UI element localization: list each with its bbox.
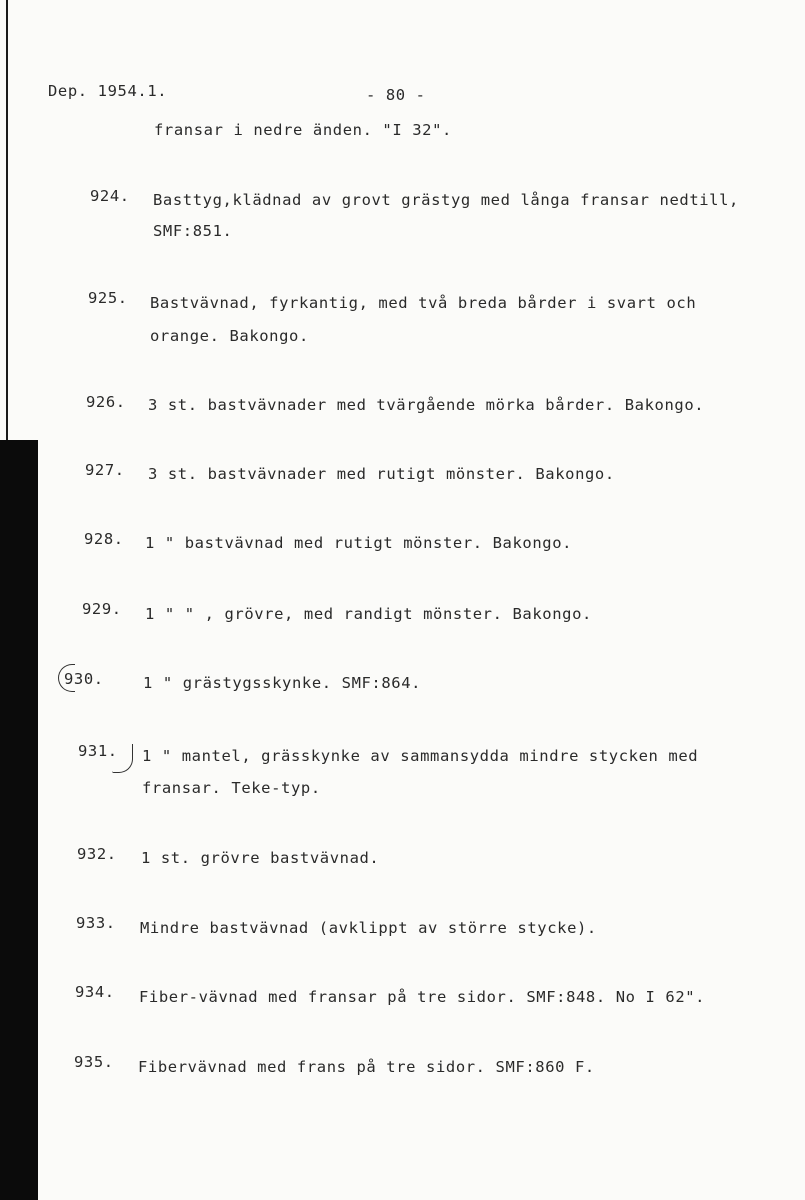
- entry-number: 933.: [76, 914, 116, 932]
- entry-number: 924.: [90, 187, 130, 205]
- entry-number: 934.: [75, 983, 115, 1001]
- entry-line: 1 " grästygsskynke. SMF:864.: [143, 674, 422, 692]
- entry-line: Basttyg,klädnad av grovt grästyg med långa fransar nedtill,: [153, 191, 739, 209]
- scan-edge-shadow: [0, 440, 38, 1200]
- entry-line: 1 " " , grövre, med randigt mönster. Bakongo.: [145, 605, 592, 623]
- entry-line: SMF:851.: [153, 222, 233, 240]
- entry-number: 935.: [74, 1053, 114, 1071]
- entry-number: 926.: [86, 393, 126, 411]
- entry-line: fransar. Teke-typ.: [142, 779, 321, 797]
- page-number: - 80 -: [366, 86, 426, 104]
- entry-line: 1 " bastvävnad med rutigt mönster. Bakongo.: [145, 534, 573, 552]
- entry-line: Fibervävnad med frans på tre sidor. SMF:860 F.: [138, 1058, 595, 1076]
- entry-line: Mindre bastvävnad (avklippt av större stycke).: [140, 919, 597, 937]
- header-dep: Dep. 1954.1.: [48, 82, 168, 100]
- entry-line: 3 st. bastvävnader med tvärgående mörka bårder. Bakongo.: [148, 396, 705, 414]
- entry-number: 932.: [77, 845, 117, 863]
- scan-edge-line: [6, 0, 8, 440]
- entry-line: 3 st. bastvävnader med rutigt mönster. Bakongo.: [148, 465, 615, 483]
- continuation-line: fransar i nedre änden. "I 32".: [154, 121, 452, 139]
- entry-line: Bastvävnad, fyrkantig, med två breda bårder i svart och: [150, 294, 697, 312]
- entry-number: 928.: [84, 530, 124, 548]
- entry-number: 931.: [78, 742, 118, 760]
- entry-line: orange. Bakongo.: [150, 327, 309, 345]
- entry-number: 930.: [64, 670, 104, 688]
- entry-number: 927.: [85, 461, 125, 479]
- entry-line: 1 st. grövre bastvävnad.: [141, 849, 380, 867]
- entry-line: 1 " mantel, grässkynke av sammansydda mindre stycken med: [142, 747, 699, 765]
- entry-line: Fiber-vävnad med fransar på tre sidor. SMF:848. No I 62".: [139, 988, 706, 1006]
- entry-number: 925.: [88, 289, 128, 307]
- entry-number: 929.: [82, 600, 122, 618]
